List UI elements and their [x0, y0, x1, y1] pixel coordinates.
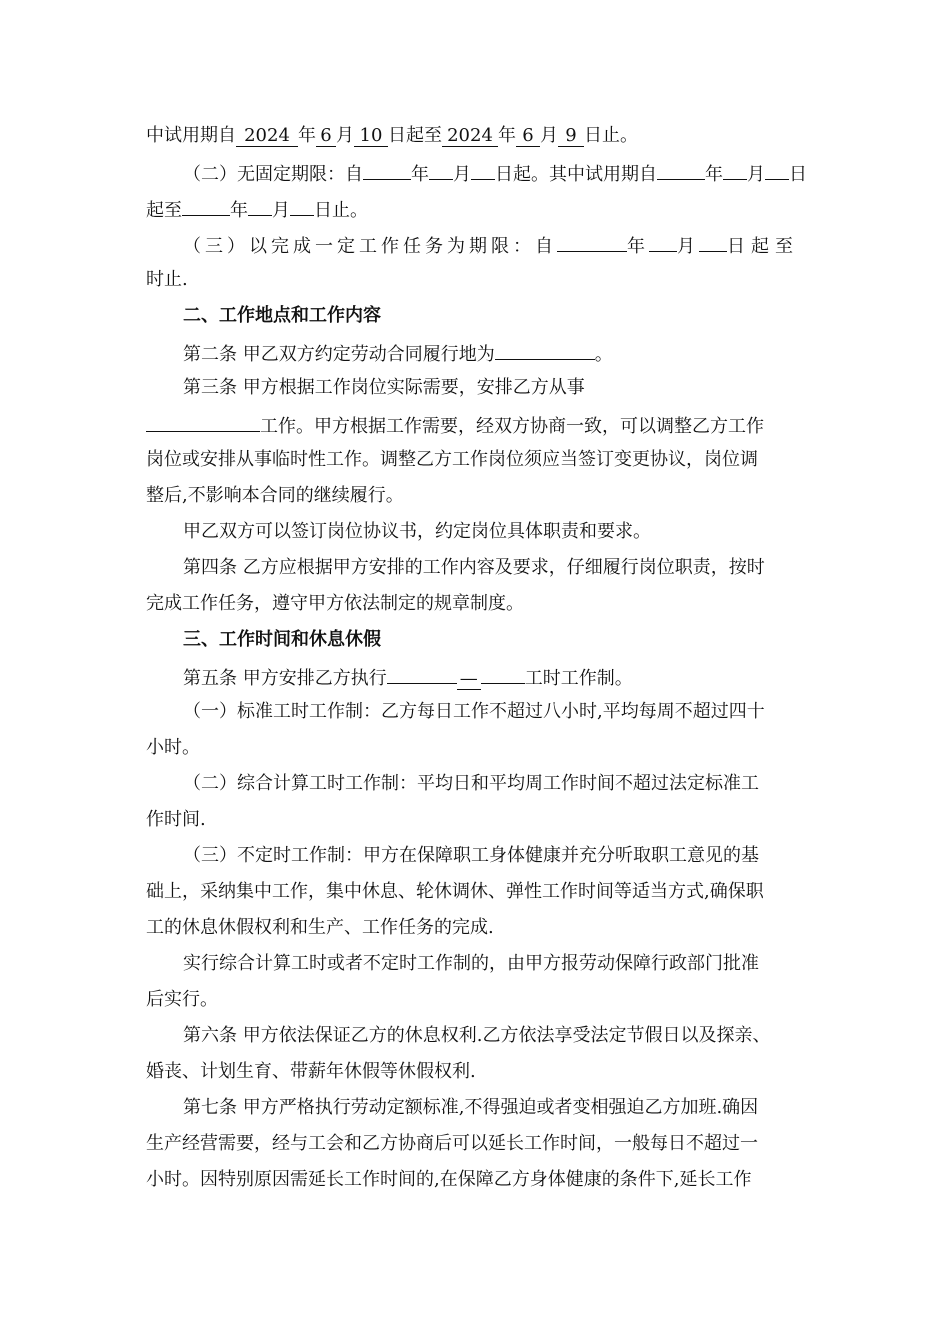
standard-hours-line: 小时。 — [146, 737, 200, 758]
text: 第五条 甲方安排乙方执行 — [183, 668, 387, 689]
article-7-line: 生产经营需要，经与工会和乙方协商后可以延长工作时间，一般每日不超过一 — [146, 1133, 758, 1154]
article-3-line: 第三条 甲方根据工作岗位实际需要，安排乙方从事 — [183, 377, 585, 398]
article-6-line: 婚丧、计划生育、带薪年休假等休假权利. — [146, 1061, 476, 1082]
comprehensive-hours-line: 作时间. — [146, 809, 206, 830]
article-4-line: 第四条 乙方应根据甲方安排的工作内容及要求，仔细履行岗位职责，按时 — [183, 557, 765, 578]
text: 日 — [789, 164, 807, 185]
blank-field — [363, 160, 411, 180]
flexible-hours-line: （三）不定时工作制：甲方在保障职工身体健康并充分听取职工意见的基 — [183, 845, 759, 866]
text: 年 — [230, 200, 248, 221]
indefinite-term-line-2 — [146, 196, 806, 223]
text: 中试用期自 — [146, 125, 236, 146]
blank-field — [557, 232, 627, 252]
blank-field — [471, 160, 495, 180]
article-3-line: 整后,不影响本合同的继续履行。 — [146, 485, 404, 506]
text: 工时工作制。 — [524, 668, 633, 689]
text: 年 — [627, 236, 649, 257]
article-7-line: 小时。因特别原因需延长工作时间的,在保障乙方身体健康的条件下,延长工作 — [146, 1169, 752, 1190]
text: 月 — [747, 164, 765, 185]
text: 日起至 — [727, 236, 799, 257]
blank-field — [657, 160, 705, 180]
text: 年 — [411, 164, 429, 185]
year-field: 2024 — [442, 126, 498, 147]
day-field: 10 — [354, 126, 388, 147]
text: 日止。 — [314, 200, 368, 221]
section-heading: 三、工作时间和休息休假 — [183, 629, 381, 650]
section-heading: 二、工作地点和工作内容 — [183, 305, 381, 326]
blank-field — [495, 340, 595, 360]
indefinite-term-line — [183, 160, 806, 187]
article-6-line: 第六条 甲方依法保证乙方的休息权利.乙方依法享受法定节假日以及探亲、 — [183, 1025, 771, 1046]
text: 日起。其中试用期自 — [495, 164, 657, 185]
text: 月 — [272, 200, 290, 221]
blank-field — [699, 232, 727, 252]
text: （三）以完成一定工作任务为期限：自 — [183, 236, 557, 257]
article-3-line: 岗位或安排从事临时性工作。调整乙方工作岗位须应当签订变更协议，岗位调 — [146, 449, 758, 470]
text: 起至 — [146, 200, 182, 221]
text: 月 — [540, 125, 558, 146]
month-field: 6 — [316, 126, 336, 147]
standard-hours-line: （一）标准工时工作制：乙方每日工作不超过八小时,平均每周不超过四十 — [183, 701, 765, 722]
probation-line — [146, 124, 806, 148]
blank-field — [146, 412, 260, 432]
blank-field — [649, 232, 677, 252]
text: 年 — [705, 164, 723, 185]
day-field: 9 — [558, 126, 584, 147]
text: 日起至 — [388, 125, 442, 146]
blank-field — [429, 160, 453, 180]
blank-field — [387, 664, 457, 684]
article-5 — [183, 664, 806, 691]
blank-field — [481, 664, 525, 684]
text: （二）无固定期限：自 — [183, 164, 363, 185]
implementation-line: 实行综合计算工时或者不定时工作制的，由甲方报劳动保障行政部门批准 — [183, 953, 759, 974]
article-7-line: 第七条 甲方严格执行劳动定额标准,不得强迫或者变相强迫乙方加班.确因 — [183, 1097, 759, 1118]
text: 月 — [677, 236, 699, 257]
text: 月 — [336, 125, 354, 146]
paragraph: 甲乙双方可以签订岗位协议书，约定岗位具体职责和要求。 — [183, 521, 651, 542]
flexible-hours-line: 工的休息休假权利和生产、工作任务的完成. — [146, 917, 494, 938]
dash: — — [457, 669, 481, 690]
article-3-line — [146, 412, 806, 439]
implementation-line: 后实行。 — [146, 989, 218, 1010]
comprehensive-hours-line: （二）综合计算工时工作制：平均日和平均周工作时间不超过法定标准工 — [183, 773, 759, 794]
text: 工作。甲方根据工作需要，经双方协商一致，可以调整乙方工作 — [260, 416, 764, 437]
text: 月 — [453, 164, 471, 185]
blank-field — [248, 196, 272, 216]
blank-field — [290, 196, 314, 216]
text: 日止。 — [584, 125, 638, 146]
flexible-hours-line: 础上，采纳集中工作，集中休息、轮休调休、弹性工作时间等适当方式,确保职 — [146, 881, 764, 902]
task-term-line — [183, 232, 806, 259]
text: 。 — [594, 344, 613, 365]
text: 年 — [498, 125, 516, 146]
task-term-line-2: 时止. — [146, 269, 188, 290]
text: 年 — [298, 125, 316, 146]
article-2 — [183, 340, 806, 367]
year-field: 2024 — [236, 126, 298, 147]
month-field: 6 — [516, 126, 540, 147]
blank-field — [765, 160, 789, 180]
blank-field — [723, 160, 747, 180]
blank-field — [182, 196, 230, 216]
article-4-line: 完成工作任务，遵守甲方依法制定的规章制度。 — [146, 593, 524, 614]
text: 第二条 甲乙双方约定劳动合同履行地为 — [183, 344, 495, 365]
